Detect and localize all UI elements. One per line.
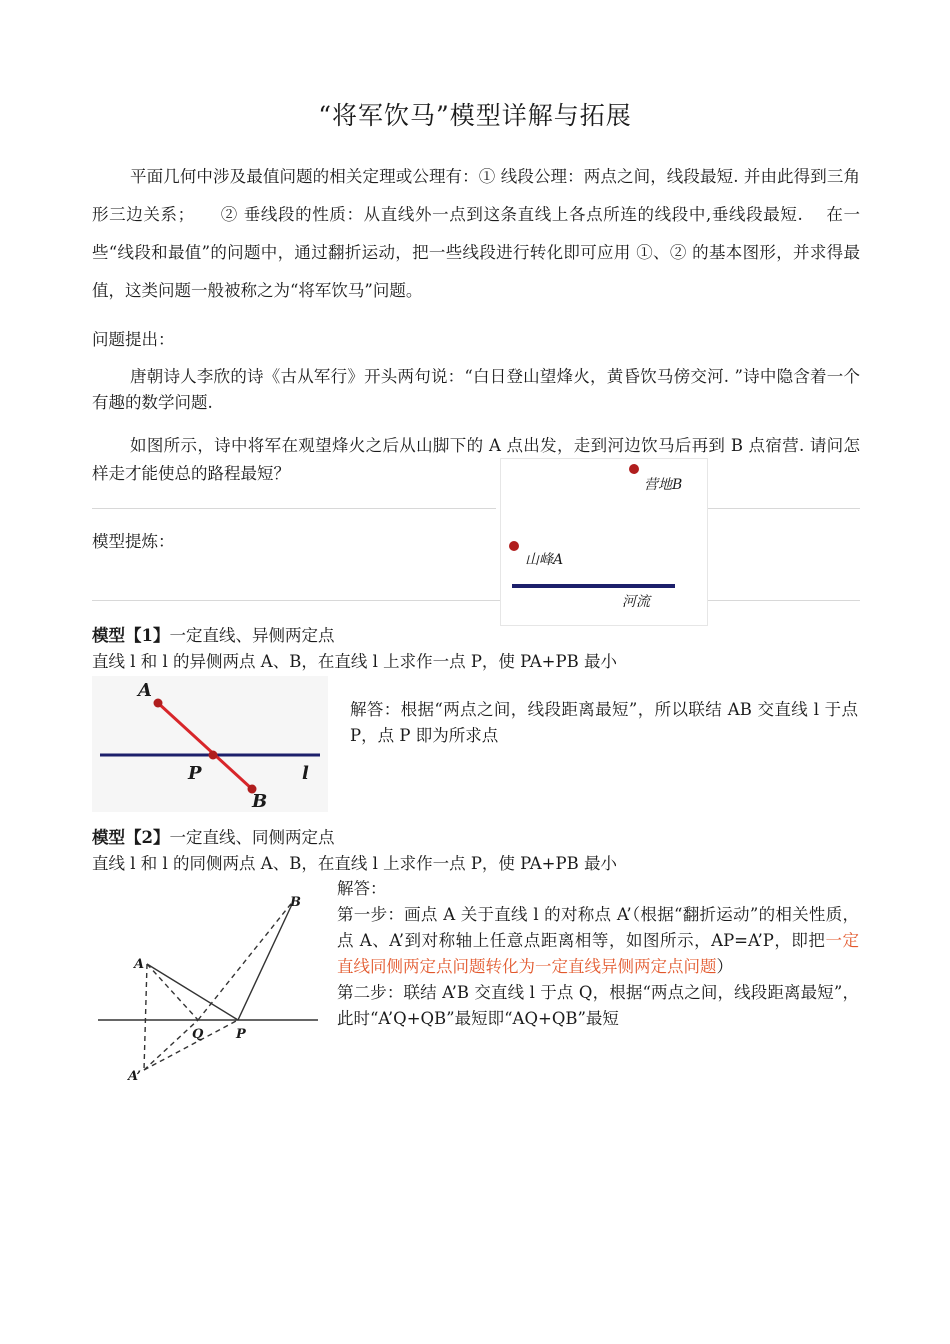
problem-label: 问题提出： <box>92 330 175 349</box>
label-A-prime: A’ <box>128 1069 142 1084</box>
poem-paragraph: 唐朝诗人李欣的诗《古从军行》开头两句说：“白日登山望烽火，黄昏饮马傍交河. ”诗中隐含着一个有趣的数学问题. <box>92 367 860 412</box>
model1-heading-bold: 模型【1】 <box>92 626 170 645</box>
label-B: B <box>290 895 301 910</box>
river-figure <box>500 458 708 626</box>
model2-answer <box>337 876 859 1032</box>
segment-A2P <box>144 1020 238 1070</box>
intro-paragraph: 平面几何中涉及最值问题的相关定理或公理有：① 线段公理：两点之间，线段最短. 并由此得到三角形三边关系； ② 垂线段的性质：从直线外一点到这条直线上各点所连的线段中,垂线段最短. 在一些“线段和最值”的问题中，通过翻折运动，把一些线段进行转化即可应用 ①、② 的基本图形，并求得最值，这类问题一般被称之为“将军饮马”问题。 <box>92 167 860 300</box>
divider-top-right <box>708 508 860 509</box>
divider-bottom <box>92 600 500 601</box>
model2-step2: 第二步：联结 A’B 交直线 l 于点 Q，根据“两点之间，线段距离最短”，此时“A’Q+QB”最短即“AQ+QB”最短 <box>337 983 859 1028</box>
model2-step1-end: ） <box>716 957 733 976</box>
page-title: “将军饮马”模型详解与拓展 <box>318 101 632 130</box>
segment-A2Q <box>144 1020 198 1070</box>
model1-heading <box>92 622 334 646</box>
divider-bottom-right <box>708 600 860 601</box>
label-B: B <box>252 791 268 812</box>
model2-answer-label: 解答： <box>337 879 387 898</box>
model1-figure <box>92 676 328 812</box>
point-P <box>209 751 218 760</box>
model2-heading <box>92 824 334 848</box>
mountain-label: 山峰A <box>525 552 564 568</box>
mountain-point <box>509 541 519 551</box>
model2-heading-bold: 模型【2】 <box>92 828 170 847</box>
model2-figure <box>92 886 328 1086</box>
label-P: P <box>188 763 202 784</box>
river-label: 河流 <box>622 594 650 610</box>
point-A <box>154 699 163 708</box>
model1-answer: 解答：根据“两点之间，线段距离最短”，所以联结 AB 交直线 l 于点 P，点 P 即为所求点 <box>350 700 858 745</box>
model2-step1-text: 第一步：画点 A 关于直线 l 的对称点 A’（根据“翻折运动”的相关性质，点 A、A’到对称轴上任意点距离相等，如图所示，AP=A’P，即把 <box>337 905 859 950</box>
question-paragraph: 如图所示，诗中将军在观望烽火之后从山脚下的 A 点出发，走到河边饮马后再到 B 点宿营. 请问怎样走才能使总的路程最短？ <box>92 436 860 483</box>
label-A: A <box>134 957 145 972</box>
camp-point <box>629 464 639 474</box>
segment-AQ <box>147 964 198 1020</box>
model1-heading-text: 一定直线、异侧两定点 <box>169 626 335 645</box>
segment-AA2 <box>144 964 147 1070</box>
model2-step1-highlight: 一定直线同侧两定点问题转化为一定直线异侧两定点问题 <box>337 931 860 976</box>
label-l: l <box>302 763 309 784</box>
segment-AP <box>147 964 238 1020</box>
model1-statement: 直线 l 和 l 的异侧两点 A、B，在直线 l 上求作一点 P，使 PA+PB 最小 <box>92 652 617 671</box>
model2-heading-text: 一定直线、同侧两定点 <box>169 828 335 847</box>
refine-label: 模型提炼： <box>92 532 175 551</box>
label-Q: Q <box>192 1027 204 1042</box>
camp-label: 营地B <box>644 477 683 493</box>
label-A: A <box>138 680 152 701</box>
label-P: P <box>236 1027 246 1042</box>
segment-PB <box>238 900 294 1020</box>
model2-step1 <box>337 902 859 980</box>
model2-statement: 直线 l 和 l 的同侧两点 A、B，在直线 l 上求作一点 P，使 PA+PB 最小 <box>92 854 617 873</box>
divider-top <box>92 508 496 509</box>
